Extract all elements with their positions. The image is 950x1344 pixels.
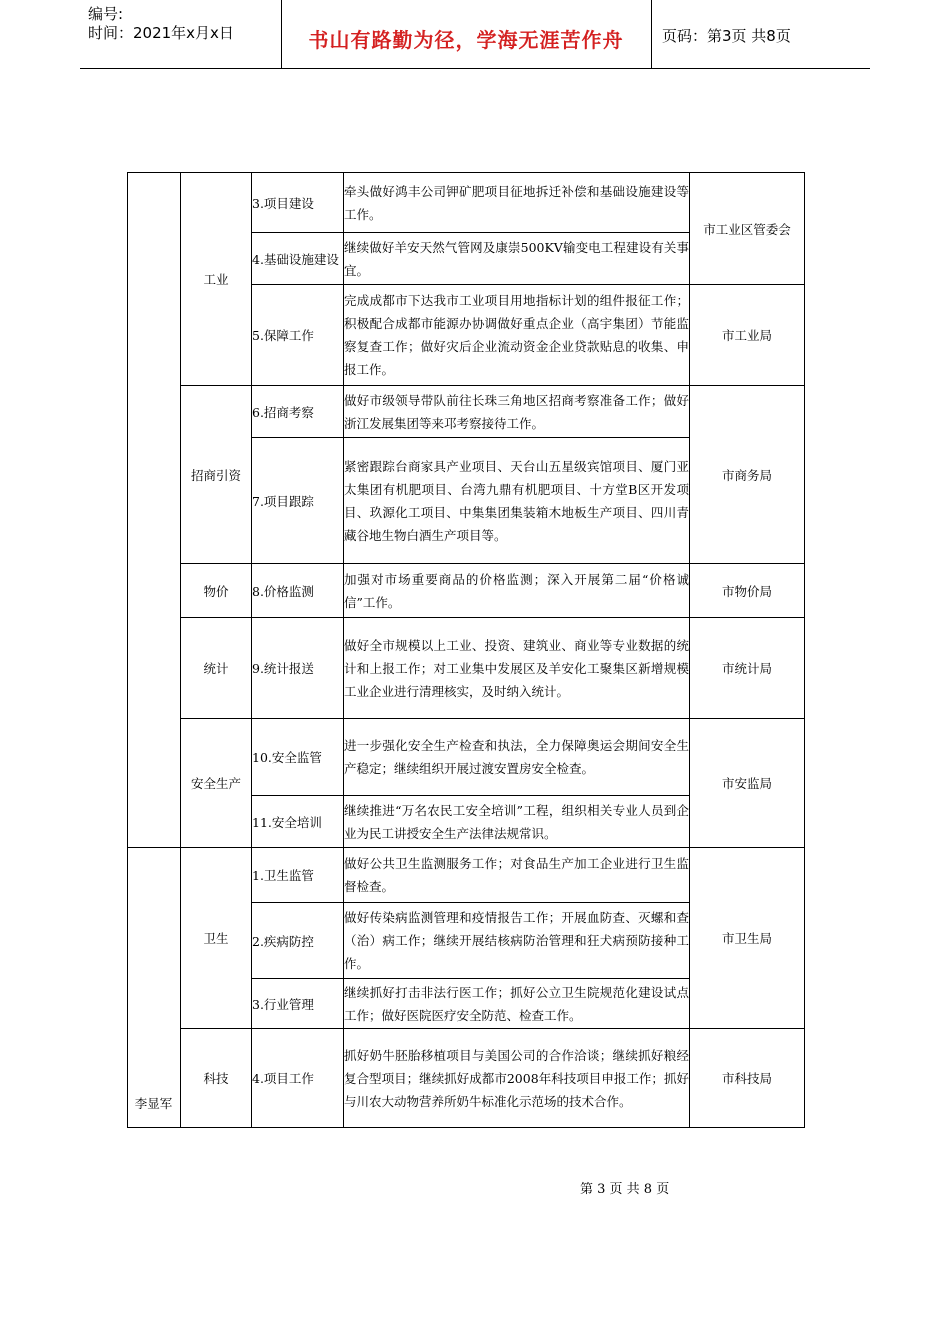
task-cell: 2.疾病防控 — [252, 903, 344, 979]
task-cell: 10.安全监管 — [252, 719, 344, 796]
content-cell: 继续做好羊安天然气管网及康崇500KV输变电工程建设有关事宜。 — [344, 233, 690, 285]
department-cell: 市卫生局 — [690, 848, 805, 1029]
work-plan-table — [127, 172, 805, 1128]
content-cell: 加强对市场重要商品的价格监测；深入开展第二届“价格诚信”工作。 — [344, 564, 690, 618]
department-cell: 市统计局 — [690, 618, 805, 719]
department-cell: 市安监局 — [690, 719, 805, 848]
category-cell: 安全生产 — [181, 719, 252, 848]
department-cell: 市工业局 — [690, 285, 805, 386]
content-cell: 抓好奶牛胚胎移植项目与美国公司的合作洽谈；继续抓好粮经复合型项目；继续抓好成都市2008年科技项目申报工作；抓好与川农大动物营养所奶牛标准化示范场的技术合作。 — [344, 1029, 690, 1128]
document-number: 编号: — [88, 5, 124, 23]
responsible-person: 李显军 — [134, 1096, 173, 1111]
category-cell: 工业 — [181, 173, 252, 386]
page-footer: 第 3 页 共 8 页 — [580, 1182, 670, 1197]
content-cell: 做好公共卫生监测服务工作；对食品生产加工企业进行卫生监督检查。 — [344, 848, 690, 903]
category-cell: 卫生 — [181, 848, 252, 1029]
table-row — [128, 1029, 805, 1128]
department-cell: 市科技局 — [690, 1029, 805, 1128]
responsible-person-cell — [128, 173, 181, 1128]
content-cell: 紧密跟踪台商家具产业项目、天台山五星级宾馆项目、厦门亚太集团有机肥项目、台湾九鼎有机肥项目、十方堂B区开发项目、玖源化工项目、中集集团集装箱木地板生产项目、四川青藏谷地生物白酒生产项目等。 — [344, 438, 690, 564]
category-cell: 统计 — [181, 618, 252, 719]
task-cell: 5.保障工作 — [252, 285, 344, 386]
content-cell: 进一步强化安全生产检查和执法，全力保障奥运会期间安全生产稳定；继续组织开展过渡安置房安全检查。 — [344, 719, 690, 796]
task-cell: 4.基础设施建设 — [252, 233, 344, 285]
task-cell: 9.统计报送 — [252, 618, 344, 719]
task-cell: 3.行业管理 — [252, 979, 344, 1029]
content-cell: 做好传染病监测管理和疫情报告工作；开展血防查、灭螺和查（治）病工作；继续开展结核病防治管理和狂犬病预防接种工作。 — [344, 903, 690, 979]
content-cell: 做好全市规模以上工业、投资、建筑业、商业等专业数据的统计和上报工作；对工业集中发展区及羊安化工聚集区新增规模工业企业进行清理核实，及时纳入统计。 — [344, 618, 690, 719]
table-row — [128, 618, 805, 719]
header-page-number: 页码：第3页 共8页 — [662, 27, 791, 45]
category-cell: 科技 — [181, 1029, 252, 1128]
content-cell: 做好市级领导带队前往长珠三角地区招商考察准备工作；做好浙江发展集团等来邛考察接待工作。 — [344, 386, 690, 438]
header-divider — [651, 0, 652, 68]
content-cell: 继续推进“万名农民工安全培训”工程，组织相关专业人员到企业为民工讲授安全生产法律法规常识。 — [344, 796, 690, 848]
table-row — [128, 173, 805, 233]
category-cell: 物价 — [181, 564, 252, 618]
table-row — [128, 386, 805, 438]
table-row — [128, 848, 805, 903]
task-cell: 4.项目工作 — [252, 1029, 344, 1128]
department-cell: 市物价局 — [690, 564, 805, 618]
task-cell: 3.项目建设 — [252, 173, 344, 233]
table-row — [128, 564, 805, 618]
task-cell: 7.项目跟踪 — [252, 438, 344, 564]
task-cell: 1.卫生监管 — [252, 848, 344, 903]
document-time: 时间：2021年x月x日 — [88, 24, 234, 42]
person-cover-top — [128, 848, 180, 849]
header-motto: 书山有路勤为径，学海无涯苦作舟 — [308, 28, 624, 52]
content-cell: 完成成都市下达我市工业项目用地指标计划的组件报征工作；积极配合成都市能源办协调做好重点企业（高宇集团）节能监察复查工作；做好灾后企业流动资金企业贷款贴息的收集、申报工作。 — [344, 285, 690, 386]
task-cell: 6.招商考察 — [252, 386, 344, 438]
task-cell: 8.价格监测 — [252, 564, 344, 618]
content-cell: 继续抓好打击非法行医工作；抓好公立卫生院规范化建设试点工作；做好医院医疗安全防范、检查工作。 — [344, 979, 690, 1029]
task-cell: 11.安全培训 — [252, 796, 344, 848]
category-cell: 招商引资 — [181, 386, 252, 564]
page-header — [80, 0, 870, 69]
department-cell: 市商务局 — [690, 386, 805, 564]
content-cell: 牵头做好鸿丰公司钾矿肥项目征地拆迁补偿和基础设施建设等工作。 — [344, 173, 690, 233]
table-row — [128, 719, 805, 796]
department-cell: 市工业区管委会 — [690, 173, 805, 285]
